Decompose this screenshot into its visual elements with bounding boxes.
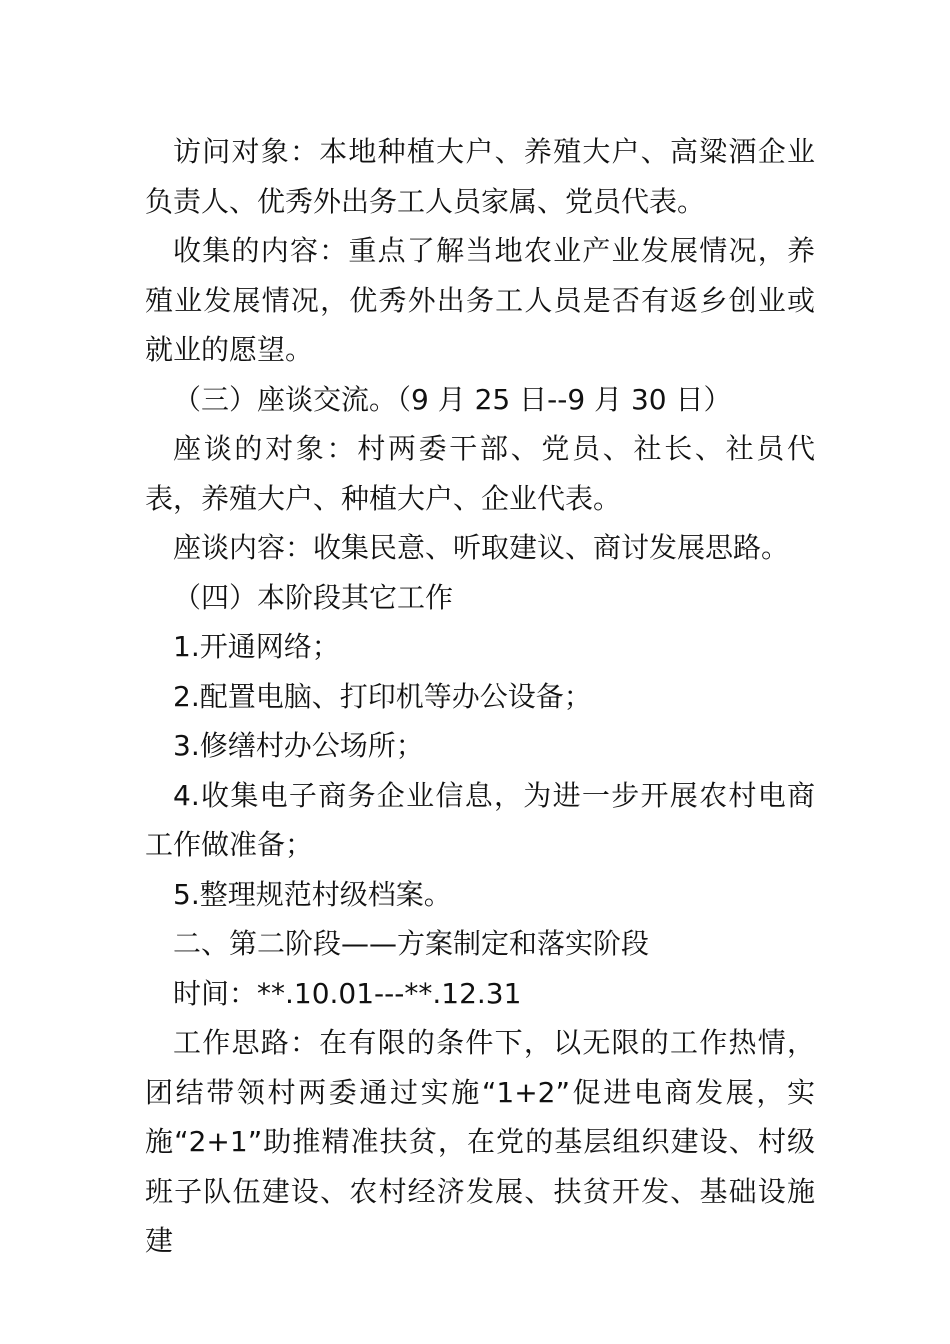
paragraph-visit-targets: 访问对象：本地种植大户、养殖大户、高粱酒企业负责人、优秀外出务工人员家属、党员代表。 xyxy=(145,135,815,218)
list-item-office-repair: 3.修缮村办公场所； xyxy=(173,729,424,762)
paragraph-collect-content: 收集的内容：重点了解当地农业产业发展情况，养殖业发展情况，优秀外出务工人员是否有返乡创业或就业的愿望。 xyxy=(145,234,815,366)
section-heading-stage-two: 二、第二阶段——方案制定和落实阶段 xyxy=(173,927,650,960)
list-item-network: 1.开通网络； xyxy=(173,630,340,663)
list-item-ecommerce-info: 4.收集电子商务企业信息，为进一步开展农村电商工作做准备； xyxy=(145,778,815,861)
paragraph-discussion-content: 座谈内容：收集民意、听取建议、商讨发展思路。 xyxy=(173,531,790,564)
section-heading-other-work: （四）本阶段其它工作 xyxy=(173,580,454,614)
paragraph-time: 时间：**.10.01---**.12.31 xyxy=(173,976,522,1010)
paragraph-work-approach: 工作思路：在有限的条件下，以无限的工作热情，团结带领村两委通过实施“1+2”促进电商发展，实施“2+1”助推精准扶贫，在党的基层组织建设、村级班子队伍建设、农村经济发展、扶贫开发、基础设施建 xyxy=(145,1026,815,1257)
list-item-equipment: 2.配置电脑、打印机等办公设备； xyxy=(173,679,592,713)
document-body xyxy=(145,127,815,1266)
section-heading-discussion: （三）座谈交流。（9 月 25 日--9 月 30 日） xyxy=(173,382,732,416)
list-item-archives: 5.整理规范村级档案。 xyxy=(173,877,452,911)
paragraph-discussion-targets: 座谈的对象：村两委干部、党员、社长、社员代表，养殖大户、种植大户、企业代表。 xyxy=(145,432,815,515)
